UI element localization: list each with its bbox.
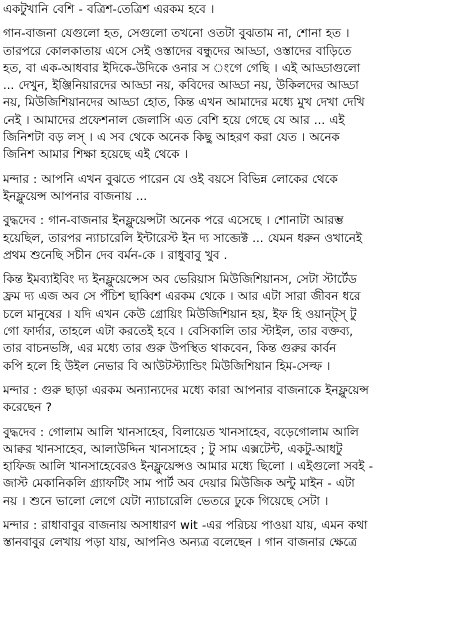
text-line: নেই । আমাদের প্রফেশনাল জেলাসি এত বেশি হয়ে গেছে যে আর ... এই — [3, 112, 345, 127]
paragraph-8 — [3, 517, 453, 552]
paragraph-7 — [3, 424, 453, 510]
text-line: হয়েছিল, তারপর ন্যাচারেলি ইন্টারেস্ট ইন দ্য সাব্জেক্ট ... যেমন ধরুন ওখানেই — [3, 230, 362, 245]
paragraph-5 — [3, 271, 453, 375]
text-line: তার বাচনভঙ্গি, এর মধ্যে তার গুরু উপস্থিত থাকবেন, কিন্ত গুরুর কার্বন — [3, 341, 337, 356]
paragraph-2 — [3, 25, 453, 163]
text-line: গো ফার্দার, তাহলে এটা করতেই হবে । বেসিকালি তার স্টাইল, তার বক্তব্য, — [3, 324, 354, 339]
text-line: গান-বাজনা যেগুলো হত, সেগুলো তখনো ওতটা বুঝতাম না, শোনা হত । — [3, 26, 350, 41]
text-line: জাস্ট মেকানিকলি গ্র্যাফটিং সাম পার্ট অব দেয়ার মিউজিক অন্টু মাইন - এটা — [3, 476, 355, 491]
text-line: কপি হলে হি উইল নেভার বি আউটস্ট্যান্ডিং মিউজিশিয়ান হিম-সেল্ফ । — [3, 358, 331, 373]
text-line: বুদ্ধদেব : গোলাম আলি খানসাহেব, বিলায়েত খানসাহেব, বড়েগোলাম আলি — [3, 424, 359, 439]
text-line: বুদ্ধদেব : গান-বাজনার ইনফ্লুয়েন্সটা অনেক পরে এসেছে । শোনাটা আরম্ভ — [3, 213, 344, 228]
text-line: জিনিশ আমার শিক্ষা হয়েছে এই থেকে । — [3, 147, 188, 162]
text-line: স্তানবাবুর লেখায় পড়া যায়, আপনিও অন্যত্র বলেছেন । গান বাজনার ক্ষেত্রে — [3, 535, 357, 550]
text-line: চলে মানুষের । যদি এখন কেউ গ্রোয়িং মিউজিশিয়ান হয়, ইফ হি ওয়ান্ট্স্ টু — [3, 306, 357, 321]
text-line: কিন্ত ইমব্যাইবিং দ্য ইনফ্লুয়েন্সেস অব ভেরিয়াস মিউজিশিয়ানস, সেটা স্টার্টেড — [3, 272, 357, 287]
paragraph-6 — [3, 382, 453, 417]
document-page — [3, 1, 453, 559]
text-line: তারপরে কোলকাতায় এসে সেই ওস্তাদের বন্ধুদের আড্ডা, ওস্তাদের বাড়িতে — [3, 43, 352, 58]
text-line: আক্বর খানসাহেব, আলাউদ্দিন খানসাহেব ; টু সাম এক্সটেন্ট, একটু-আধটু — [3, 441, 343, 456]
text-line: নয়, মিউজিশিয়ানদের আড্ডা হোত, কিন্ত এখন আমাদের মধ্যে মুখ দেখা দেখি — [3, 95, 365, 110]
text-line: ফ্রম দ্য এজ অব সে পঁচিশ ছাব্বিশ এরকম থেকে । আর এটা সারা জীবন ধরে — [3, 289, 361, 304]
text-line: একটুখানি বেশি - বত্রিশ-তেত্রিশ এরকম হবে । — [3, 2, 215, 16]
text-line: মন্দার : গুরু ছাড়া এরকম অন্যান্যদের মধ্যে কারা আপনার বাজনাকে ইনফ্লুয়েন্স — [3, 382, 369, 397]
text-line: করেছেন ? — [3, 400, 52, 415]
text-line: হত, বা এক-আধবার ইদিকে-উদিকে ওনার স ংগে গেছি । এই আড্ডাগুলো — [3, 60, 361, 75]
text-line: মন্দার : আপনি এখন বুঝতে পারেন যে ওই বয়সে বিভিন্ন লোকের থেকে — [3, 171, 338, 186]
text-line: হাফিজ আলি খানসাহেবেরও ইনফ্লুয়েন্সও আমার মধ্যে ছিলো । এইগুলো সবই - — [3, 459, 374, 474]
text-line: ... দেখুন, ইঞ্জিনিয়ারদের আড্ডা নয়, কবিদের আড্ডা নয়, উকিলদের আড্ডা — [3, 78, 359, 93]
text-line: জিনিশটা বড় লস্ । এ সব থেকে অনেক কিছু আহরণ করা যেত । অনেক — [3, 130, 340, 145]
paragraph-4 — [3, 212, 453, 264]
text-line: মন্দার : রাধাবাবুর বাজনায় অসাধারণ wit -এর পরিচয় পাওয়া যায়, এমন কথা — [3, 518, 368, 533]
paragraph-3 — [3, 171, 453, 206]
text-line: প্রথম শুনেছি সচীন দেব বর্মন-কে । রাধুবাবু খুব . — [3, 247, 228, 262]
text-line: নয় । শুনে ভালো লেগে যেটা ন্যাচারেলি ভেতরে ঢুকে গিয়েছে সেটা । — [3, 493, 329, 508]
text-line: ইনফ্লুয়েন্স আপনার বাজনায় ... — [3, 188, 148, 203]
paragraph-1 — [3, 1, 453, 18]
